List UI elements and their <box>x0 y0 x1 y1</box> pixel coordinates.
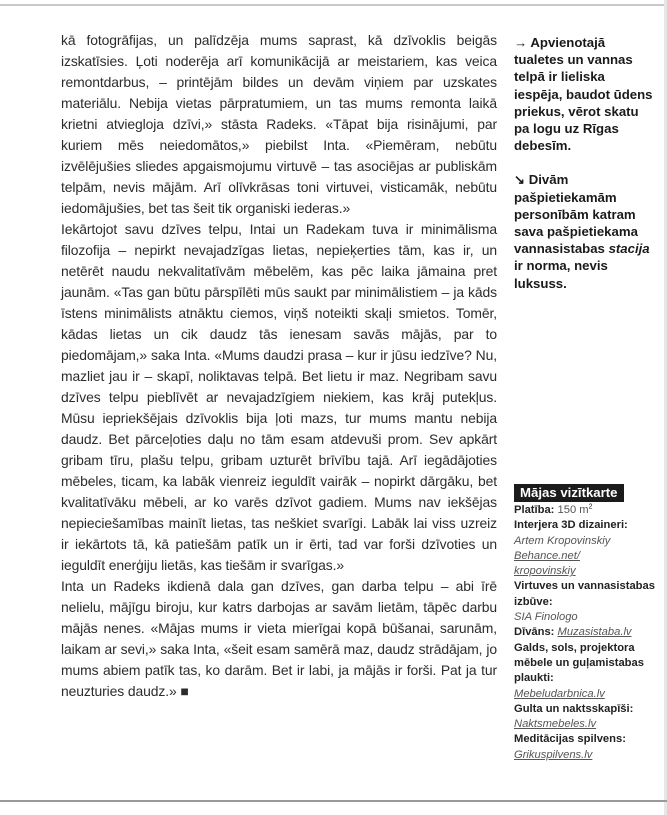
area-label: Platība: <box>514 504 555 516</box>
furniture-link[interactable]: Mebeludarbnica.lv <box>514 687 605 700</box>
sofa-link[interactable]: Muzasistaba.lv <box>557 626 632 639</box>
bed-link[interactable]: Naktsmebeles.lv <box>514 718 597 731</box>
article-paragraph-2: Iekārtojot savu dzīves telpu, Intai un Radekam tuva ir minimālisma filozofija – nepirkt nevajadzīgas lietas, nepieķerties tām, kas ir, un netērēt naudu nekvalitatīvām mēbelēm, kas pēc laika jāmaina pret jaunām. «Tas gan būtu pārspīlēti mūs saukt par minimālistiem – ja kāds īstens minimālists atnāktu ciemos, viņš noteikti skaļi smietos. Tomēr, kādas lietas un cik daudz tās ienesam savās mājās, par to piedomājam,» saka Inta. «Mums daudzi prasa – kur ir jūsu iedzīve? Nu, mazliet jau ir – skapī, noliktavas telpā. Bet lietu ir maz. Negribam savu dzīves telpu pieblīvēt ar nevajadzīgiem niekiem, kas krāj putekļus. Mūsu iepriekšējais dzīvoklis bija ļoti mazs, tur mums mantu nebija daudz. Bet pārceļoties daļu no tām esam atdevuši prom. Sev apkārt gribam tīru, plašu telpu, gribam uzturēt brīvību tajā. Arī iegādājoties mēbeles, ticam, ka labāk vienreiz ieguldīt vairāk – nopirkt dārgāku, bet kvalitatīvāku mēbeli, ar ko varēs dzīvot gadiem. Mums nav iekšējas nepieciešamības mainīt lietas, tas neškiet svarīgi. Labāk lai viss uzreiz ir iekārtots tā, kā patiešām patīk un ir ērti, tad var forši dzīvoties un ieguldīt enerģiju lietās, kas tiešām ir svarīgas.» <box>61 221 497 573</box>
sofa-label: Dīvāns: <box>514 626 555 639</box>
caption-vanity-end: ir norma, nevis luksuss. <box>514 258 608 291</box>
page-bottom-rule <box>0 800 667 802</box>
photo-captions <box>514 34 654 309</box>
designers-link-2[interactable]: kropovinskiy <box>514 565 576 578</box>
caption-bathroom: → Apvienotajā tualetes un vannas telpā ir lieliska iespēja, baudot ūdens priekus, vērot skatu pa logu uz Rīgas debesīm. <box>514 35 653 154</box>
caption-vanity-text: ↘ Divām pašpietiekamām personībām katram sava pašpietiekama vannasistabas <box>514 172 638 257</box>
bed-label: Gulta un naktsskapīši: <box>514 702 634 715</box>
article-paragraph-1: kā fotogrāfijas, un palīdzēja mums saprast, kā dzīvoklis beigās izskatīsies. Ļoti noderēja arī komunikācijā ar meistariem, kas veica remontdarbus, – printējām bildes un devām viņiem par uzskates materiālu. Nebija vietas pārpratumiem, un tas mums remonta laikā krietni atviegloja dzīvi,» stāsta Radeks. «Tāpat bija risinājumi, par kuriem mēs neiedomātos,» piebilst Inta. «Piemēram, nebūtu izvēlējušies sliedes apgaismojumu virtuvē – tas asociējas ar publiskām telpām, nevis mājām. Arī olīvkrāsas toni virtuvei, visticamāk, nebūtu iedomājušies, bet tas šeit tik organiski iederas.» <box>61 32 497 216</box>
designers-name: Artem Kropovinskiy <box>514 534 611 547</box>
designers-link-1[interactable]: Behance.net/ <box>514 549 580 562</box>
kitchen-label: Virtuves un vannasistabas izbūve: <box>514 580 655 608</box>
scan-top-rule <box>0 4 667 6</box>
cushion-label: Meditācijas spilvens: <box>514 733 626 746</box>
card-title: Mājas vizītkarte <box>514 484 624 502</box>
home-info-card <box>514 484 656 763</box>
designers-label: Interjera 3D dizaineri: <box>514 519 628 532</box>
furniture-label: Galds, sols, projektora mēbele un guļamistabas plaukti: <box>514 641 644 685</box>
area-unit-exponent: 2 <box>588 503 593 511</box>
sofa-row <box>514 625 656 640</box>
cushion-link[interactable]: Grikuspilvens.lv <box>514 748 593 761</box>
area-row <box>514 503 656 518</box>
article-body <box>61 30 497 702</box>
article-paragraph-3: Inta un Radeks ikdienā dala gan dzīves, gan darba telpu – abi īrē nelielu, mājīgu biroju, kur katrs darbojas ar savām lietām, tāpēc darbu mājās nenes. «Mājas mums ir vieta mierīgai kopā būšanai, sarunām, laikam ar sevi,» saka Inta, «šeit esam samērā maz, daudz strādājam, jo mums abiem patīk tas, ko darām. Bet ir labi, ja mājās ir forši. Pat ja tur neuzturies daudz.» ■ <box>61 576 497 702</box>
kitchen-value: SIA Finologo <box>514 611 578 624</box>
area-value: 150 m <box>557 504 589 516</box>
caption-vanity <box>514 171 654 291</box>
caption-vanity-emphasis: stacija <box>608 241 650 257</box>
